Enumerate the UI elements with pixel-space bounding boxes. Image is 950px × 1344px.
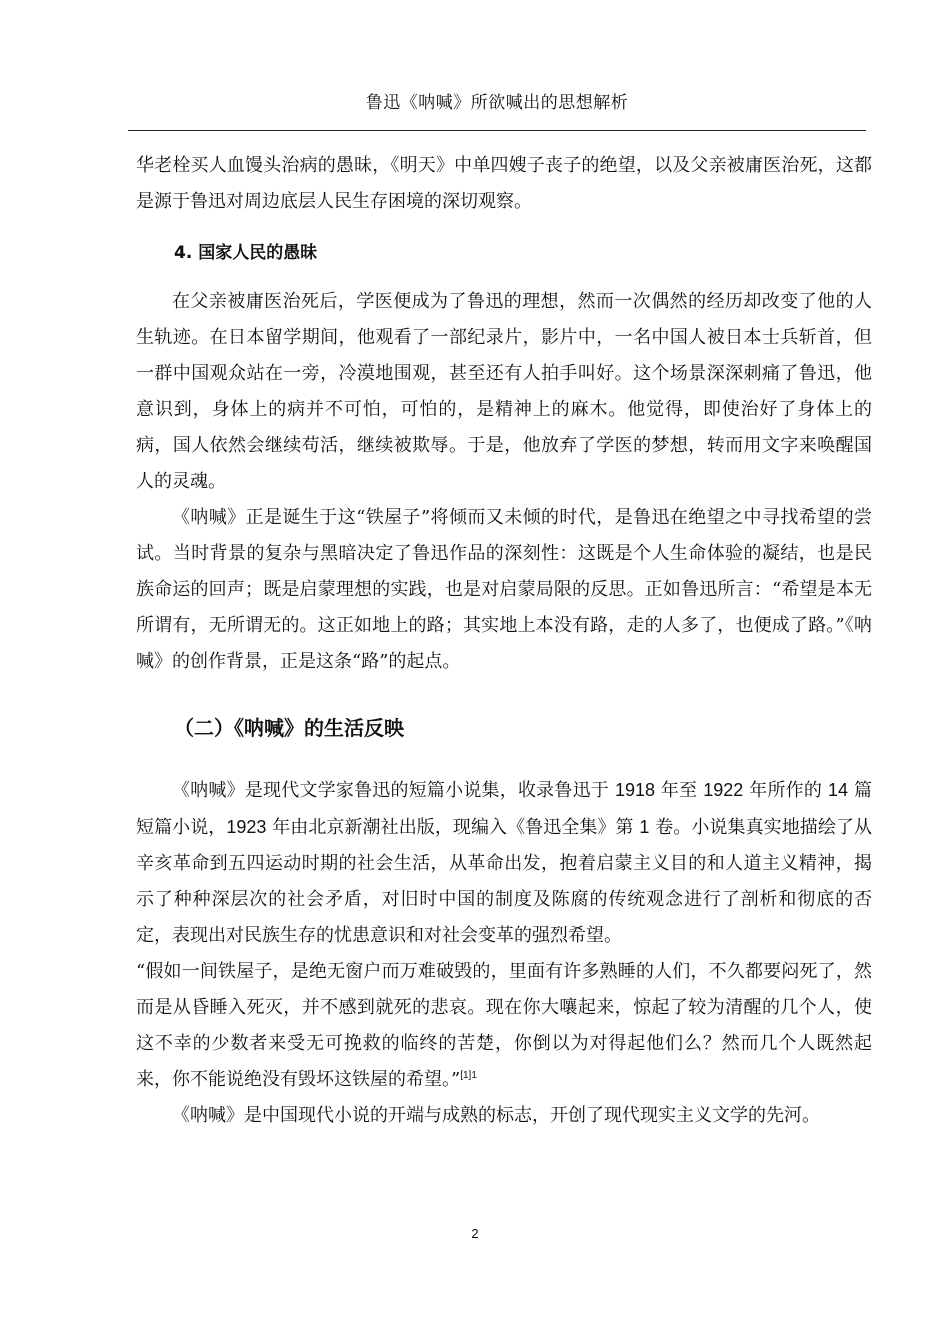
paragraph-continuation: 华老栓买人血馒头治病的愚昧，《明天》中单四嫂子丧子的绝望，以及父亲被庸医治死，这都是源于鲁迅对周边底层人民生存困境的深切观察。: [136, 155, 872, 212]
section-heading-2: （二）《呐喊》的生活反映: [174, 716, 404, 740]
running-header: 鲁迅《呐喊》所欲喊出的思想解析: [365, 93, 629, 113]
page-body: [136, 148, 872, 1134]
page-number: 2: [471, 1226, 479, 1241]
footnote-marker[interactable]: 1: [471, 1070, 477, 1081]
paragraph-quote: “假如一间铁屋子，是绝无窗户而万难破毁的，里面有许多熟睡的人们，不久都要闷死了，然而是从昏睡入死灭，并不感到就死的悲哀。现在你大嚷起来，惊起了较为清醒的几个人，使这不幸的少数者来受无可挽救的临终的苦楚，你倒以为对得起他们么？然而几个人既然起来，你不能说绝没有毁坏这铁屋的希望。”$^{[1]1}$: [136, 961, 872, 1090]
citation-reference[interactable]: [1]: [460, 1070, 472, 1081]
header-divider: [128, 130, 866, 131]
paragraph: 《呐喊》是中国现代小说的开端与成熟的标志，开创了现代现实主义文学的先河。: [172, 1105, 820, 1126]
section-heading-4: 4. 国家人民的愚昧: [174, 243, 318, 263]
paragraph-nahan-intro: 《呐喊》是现代文学家鲁迅的短篇小说集，收录鲁迅于 1918 年至 1922 年所作的 14 篇短篇小说，1923 年由北京新潮社出版，现编入《鲁迅全集》第 1 卷。小说集真实地描绘了从辛亥革命到五四运动时期的社会生活，从革命出发，抱着启蒙主义目的和人道主义精神，揭示了种种深层次的社会矛盾，对旧时中国的制度及陈腐的传统观念进行了剖析和彻底的否定，表现出对民族生存的忧患意识和对社会变革的强烈希望。: [136, 780, 872, 946]
paragraph: 《呐喊》正是诞生于这“铁屋子”将倾而又未倾的时代，是鲁迅在绝望之中寻找希望的尝试。当时背景的复杂与黑暗决定了鲁迅作品的深刻性：这既是个人生命体验的凝结，也是民族命运的回声；既是启蒙理想的实践，也是对启蒙局限的反思。正如鲁迅所言：“希望是本无所谓有，无所谓无的。这正如地上的路；其实地上本没有路，走的人多了，也便成了路。”《呐喊》的创作背景，正是这条“路”的起点。: [136, 507, 872, 672]
paragraph: 在父亲被庸医治死后，学医便成为了鲁迅的理想，然而一次偶然的经历却改变了他的人生轨迹。在日本留学期间，他观看了一部纪录片，影片中，一名中国人被日本士兵斩首，但一群中国观众站在一旁，冷漠地围观，甚至还有人拍手叫好。这个场景深深刺痛了鲁迅，他意识到，身体上的病并不可怕，可怕的，是精神上的麻木。他觉得，即使治好了身体上的病，国人依然会继续苟活，继续被欺辱。于是，他放弃了学医的梦想，转而用文字来唤醒国人的灵魂。: [136, 291, 872, 492]
